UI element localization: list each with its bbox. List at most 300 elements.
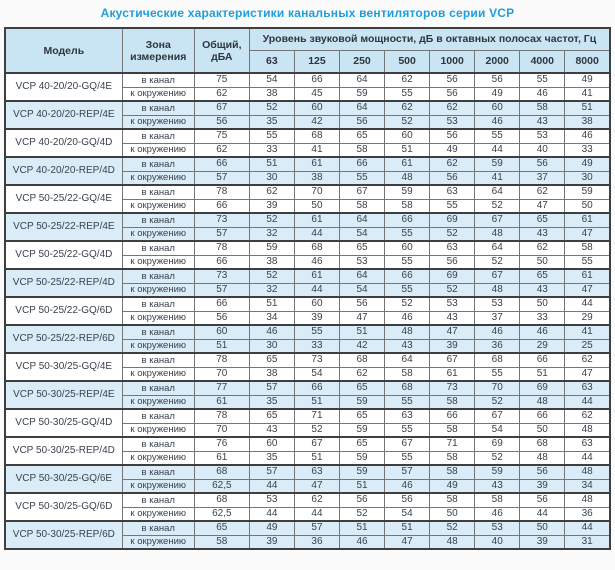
total-dba-cell: 66 <box>194 297 249 311</box>
sound-level-cell: 58 <box>385 199 430 213</box>
table-row <box>5 101 610 115</box>
sound-level-cell: 56 <box>520 493 565 507</box>
sound-level-cell: 46 <box>520 87 565 101</box>
page <box>0 6 615 550</box>
sound-level-cell: 50 <box>430 507 475 521</box>
sound-level-cell: 37 <box>475 311 520 325</box>
sound-level-cell: 64 <box>475 185 520 199</box>
sound-level-cell: 32 <box>249 227 294 241</box>
sound-level-cell: 58 <box>430 493 475 507</box>
sound-level-cell: 68 <box>294 241 339 255</box>
sound-level-cell: 65 <box>339 409 384 423</box>
sound-level-cell: 73 <box>294 353 339 367</box>
total-dba-cell: 75 <box>194 129 249 143</box>
sound-level-cell: 60 <box>385 129 430 143</box>
sound-level-cell: 58 <box>565 241 610 255</box>
sound-level-cell: 43 <box>520 283 565 297</box>
sound-level-cell: 55 <box>385 395 430 409</box>
sound-level-cell: 39 <box>249 535 294 549</box>
sound-level-cell: 60 <box>249 437 294 451</box>
sound-level-cell: 69 <box>430 269 475 283</box>
sound-level-cell: 49 <box>475 87 520 101</box>
sound-level-cell: 64 <box>385 353 430 367</box>
sound-level-cell: 43 <box>475 479 520 493</box>
model-name-cell: VCP 50-30/25-REP/4D <box>5 437 122 465</box>
sound-level-cell: 56 <box>430 171 475 185</box>
sound-level-cell: 33 <box>249 143 294 157</box>
table-row <box>5 213 610 227</box>
sound-level-cell: 52 <box>294 423 339 437</box>
model-name-cell: VCP 40-20/20-GQ/4D <box>5 129 122 157</box>
sound-level-cell: 59 <box>565 185 610 199</box>
zone-cell: в канал <box>122 521 194 535</box>
model-name-cell: VCP 50-25/22-GQ/4D <box>5 241 122 269</box>
sound-level-cell: 61 <box>294 213 339 227</box>
header-spl-group: Уровень звуковой мощности, дБ в октавных полосах частот, Гц <box>249 28 610 50</box>
sound-level-cell: 62 <box>430 157 475 171</box>
sound-level-cell: 33 <box>520 311 565 325</box>
zone-cell: в канал <box>122 381 194 395</box>
header-freq-125: 125 <box>294 50 339 73</box>
sound-level-cell: 43 <box>520 115 565 129</box>
sound-level-cell: 69 <box>430 213 475 227</box>
sound-level-cell: 51 <box>249 157 294 171</box>
sound-level-cell: 56 <box>430 255 475 269</box>
sound-level-cell: 65 <box>339 241 384 255</box>
sound-level-cell: 55 <box>565 255 610 269</box>
sound-level-cell: 62 <box>565 409 610 423</box>
sound-level-cell: 50 <box>565 199 610 213</box>
sound-level-cell: 52 <box>475 255 520 269</box>
sound-level-cell: 66 <box>430 409 475 423</box>
total-dba-cell: 62,5 <box>194 479 249 493</box>
sound-level-cell: 44 <box>565 521 610 535</box>
model-name-cell: VCP 50-30/25-GQ/6E <box>5 465 122 493</box>
sound-level-cell: 41 <box>565 87 610 101</box>
total-dba-cell: 66 <box>194 157 249 171</box>
total-dba-cell: 57 <box>194 227 249 241</box>
sound-level-cell: 46 <box>385 311 430 325</box>
sound-level-cell: 62 <box>565 353 610 367</box>
sound-level-cell: 62 <box>520 185 565 199</box>
model-name-cell: VCP 50-25/22-REP/6D <box>5 325 122 353</box>
sound-level-cell: 43 <box>520 227 565 241</box>
total-dba-cell: 76 <box>194 437 249 451</box>
total-dba-cell: 61 <box>194 451 249 465</box>
sound-level-cell: 29 <box>520 339 565 353</box>
zone-cell: к окружению <box>122 451 194 465</box>
sound-level-cell: 46 <box>475 507 520 521</box>
sound-level-cell: 65 <box>520 213 565 227</box>
sound-level-cell: 55 <box>475 367 520 381</box>
table-row <box>5 269 610 283</box>
total-dba-cell: 78 <box>194 185 249 199</box>
sound-level-cell: 53 <box>475 297 520 311</box>
sound-level-cell: 55 <box>294 325 339 339</box>
sound-level-cell: 59 <box>339 87 384 101</box>
model-name-cell: VCP 40-20/20-REP/4D <box>5 157 122 185</box>
sound-level-cell: 67 <box>475 409 520 423</box>
table-row <box>5 465 610 479</box>
sound-level-cell: 55 <box>475 129 520 143</box>
sound-level-cell: 67 <box>475 269 520 283</box>
sound-level-cell: 66 <box>385 269 430 283</box>
sound-level-cell: 46 <box>249 325 294 339</box>
model-name-cell: VCP 50-25/22-GQ/6D <box>5 297 122 325</box>
sound-level-cell: 38 <box>294 171 339 185</box>
sound-level-cell: 58 <box>475 493 520 507</box>
sound-level-cell: 41 <box>294 143 339 157</box>
sound-level-cell: 48 <box>430 535 475 549</box>
model-name-cell: VCP 50-30/25-REP/6D <box>5 521 122 549</box>
sound-level-cell: 34 <box>249 311 294 325</box>
sound-level-cell: 69 <box>475 437 520 451</box>
sound-level-cell: 52 <box>475 199 520 213</box>
sound-level-cell: 49 <box>565 157 610 171</box>
sound-level-cell: 44 <box>565 395 610 409</box>
sound-level-cell: 48 <box>565 423 610 437</box>
sound-level-cell: 62 <box>520 241 565 255</box>
total-dba-cell: 70 <box>194 367 249 381</box>
sound-level-cell: 60 <box>294 101 339 115</box>
header-freq-500: 500 <box>385 50 430 73</box>
sound-level-cell: 70 <box>294 185 339 199</box>
sound-level-cell: 56 <box>339 297 384 311</box>
zone-cell: к окружению <box>122 199 194 213</box>
total-dba-cell: 70 <box>194 423 249 437</box>
sound-level-cell: 67 <box>339 185 384 199</box>
table-row <box>5 241 610 255</box>
sound-level-cell: 53 <box>430 115 475 129</box>
sound-level-cell: 69 <box>520 381 565 395</box>
sound-level-cell: 55 <box>385 423 430 437</box>
sound-level-cell: 52 <box>249 213 294 227</box>
sound-level-cell: 53 <box>475 521 520 535</box>
model-name-cell: VCP 50-25/22-REP/4E <box>5 213 122 241</box>
sound-level-cell: 44 <box>565 297 610 311</box>
sound-level-cell: 59 <box>385 185 430 199</box>
sound-level-cell: 50 <box>520 297 565 311</box>
sound-level-cell: 49 <box>430 479 475 493</box>
zone-cell: в канал <box>122 325 194 339</box>
total-dba-cell: 66 <box>194 199 249 213</box>
sound-level-cell: 61 <box>294 269 339 283</box>
sound-level-cell: 56 <box>475 73 520 87</box>
sound-level-cell: 38 <box>249 367 294 381</box>
sound-level-cell: 59 <box>339 423 384 437</box>
sound-level-cell: 46 <box>565 129 610 143</box>
sound-level-cell: 51 <box>339 521 384 535</box>
total-dba-cell: 78 <box>194 409 249 423</box>
sound-level-cell: 33 <box>294 339 339 353</box>
total-dba-cell: 67 <box>194 101 249 115</box>
sound-level-cell: 46 <box>475 115 520 129</box>
sound-level-cell: 62 <box>385 73 430 87</box>
sound-level-cell: 64 <box>339 73 384 87</box>
sound-level-cell: 55 <box>385 227 430 241</box>
sound-level-cell: 48 <box>475 283 520 297</box>
header-freq-4000: 4000 <box>520 50 565 73</box>
zone-cell: в канал <box>122 73 194 87</box>
table-row <box>5 381 610 395</box>
sound-level-cell: 67 <box>385 437 430 451</box>
table-row <box>5 521 610 535</box>
sound-level-cell: 37 <box>520 171 565 185</box>
sound-level-cell: 51 <box>385 143 430 157</box>
header-zone: Зона измерения <box>122 28 194 73</box>
sound-level-cell: 66 <box>385 213 430 227</box>
sound-level-cell: 58 <box>339 199 384 213</box>
total-dba-cell: 73 <box>194 213 249 227</box>
sound-level-cell: 68 <box>475 353 520 367</box>
sound-level-cell: 50 <box>520 255 565 269</box>
zone-cell: к окружению <box>122 423 194 437</box>
sound-level-cell: 34 <box>565 479 610 493</box>
sound-level-cell: 65 <box>339 437 384 451</box>
sound-level-cell: 58 <box>520 101 565 115</box>
acoustic-characteristics-table <box>4 27 611 550</box>
total-dba-cell: 77 <box>194 381 249 395</box>
table-row <box>5 297 610 311</box>
sound-level-cell: 62 <box>339 367 384 381</box>
sound-level-cell: 52 <box>475 451 520 465</box>
sound-level-cell: 64 <box>339 213 384 227</box>
sound-level-cell: 46 <box>475 325 520 339</box>
sound-level-cell: 66 <box>520 409 565 423</box>
zone-cell: в канал <box>122 297 194 311</box>
sound-level-cell: 47 <box>339 311 384 325</box>
total-dba-cell: 57 <box>194 171 249 185</box>
sound-level-cell: 41 <box>475 171 520 185</box>
sound-level-cell: 44 <box>294 227 339 241</box>
sound-level-cell: 31 <box>565 535 610 549</box>
sound-level-cell: 65 <box>249 409 294 423</box>
sound-level-cell: 44 <box>249 507 294 521</box>
sound-level-cell: 64 <box>475 241 520 255</box>
sound-level-cell: 58 <box>385 367 430 381</box>
total-dba-cell: 61 <box>194 395 249 409</box>
sound-level-cell: 52 <box>430 521 475 535</box>
sound-level-cell: 43 <box>430 311 475 325</box>
sound-level-cell: 59 <box>249 241 294 255</box>
sound-level-cell: 62 <box>430 101 475 115</box>
sound-level-cell: 48 <box>520 451 565 465</box>
sound-level-cell: 52 <box>249 101 294 115</box>
sound-level-cell: 52 <box>249 269 294 283</box>
sound-level-cell: 71 <box>430 437 475 451</box>
sound-level-cell: 64 <box>339 101 384 115</box>
table-row <box>5 325 610 339</box>
sound-level-cell: 54 <box>339 227 384 241</box>
sound-level-cell: 59 <box>475 465 520 479</box>
sound-level-cell: 58 <box>430 451 475 465</box>
sound-level-cell: 63 <box>385 409 430 423</box>
header-freq-2000: 2000 <box>475 50 520 73</box>
sound-level-cell: 51 <box>249 297 294 311</box>
sound-level-cell: 63 <box>565 381 610 395</box>
sound-level-cell: 48 <box>520 395 565 409</box>
total-dba-cell: 66 <box>194 255 249 269</box>
sound-level-cell: 39 <box>430 339 475 353</box>
sound-level-cell: 51 <box>339 479 384 493</box>
sound-level-cell: 61 <box>565 269 610 283</box>
header-freq-8000: 8000 <box>565 50 610 73</box>
sound-level-cell: 52 <box>339 507 384 521</box>
sound-level-cell: 63 <box>430 185 475 199</box>
model-name-cell: VCP 50-25/22-REP/4D <box>5 269 122 297</box>
sound-level-cell: 48 <box>565 465 610 479</box>
sound-level-cell: 50 <box>520 423 565 437</box>
sound-level-cell: 62 <box>249 185 294 199</box>
sound-level-cell: 63 <box>565 437 610 451</box>
sound-level-cell: 51 <box>294 395 339 409</box>
sound-level-cell: 39 <box>520 479 565 493</box>
sound-level-cell: 53 <box>520 129 565 143</box>
sound-level-cell: 71 <box>294 409 339 423</box>
total-dba-cell: 58 <box>194 535 249 549</box>
sound-level-cell: 33 <box>565 143 610 157</box>
sound-level-cell: 68 <box>385 381 430 395</box>
total-dba-cell: 51 <box>194 339 249 353</box>
sound-level-cell: 66 <box>520 353 565 367</box>
sound-level-cell: 44 <box>520 507 565 521</box>
sound-level-cell: 60 <box>294 297 339 311</box>
sound-level-cell: 44 <box>249 479 294 493</box>
sound-level-cell: 40 <box>475 535 520 549</box>
sound-level-cell: 57 <box>385 465 430 479</box>
header-row-top <box>5 28 610 50</box>
sound-level-cell: 54 <box>249 73 294 87</box>
sound-level-cell: 55 <box>430 199 475 213</box>
zone-cell: в канал <box>122 269 194 283</box>
total-dba-cell: 65 <box>194 521 249 535</box>
sound-level-cell: 55 <box>339 171 384 185</box>
sound-level-cell: 30 <box>249 339 294 353</box>
sound-level-cell: 60 <box>385 241 430 255</box>
sound-level-cell: 52 <box>430 283 475 297</box>
sound-level-cell: 46 <box>294 255 339 269</box>
sound-level-cell: 55 <box>385 283 430 297</box>
table-header <box>5 28 610 73</box>
sound-level-cell: 59 <box>339 465 384 479</box>
sound-level-cell: 51 <box>339 325 384 339</box>
sound-level-cell: 67 <box>294 437 339 451</box>
table-row <box>5 409 610 423</box>
sound-level-cell: 30 <box>565 171 610 185</box>
sound-level-cell: 62 <box>294 493 339 507</box>
sound-level-cell: 65 <box>249 353 294 367</box>
sound-level-cell: 44 <box>565 451 610 465</box>
sound-level-cell: 66 <box>294 381 339 395</box>
total-dba-cell: 62 <box>194 87 249 101</box>
sound-level-cell: 38 <box>249 255 294 269</box>
sound-level-cell: 46 <box>385 479 430 493</box>
sound-level-cell: 48 <box>385 325 430 339</box>
total-dba-cell: 78 <box>194 353 249 367</box>
sound-level-cell: 29 <box>565 311 610 325</box>
model-name-cell: VCP 50-30/25-GQ/6D <box>5 493 122 521</box>
sound-level-cell: 60 <box>475 101 520 115</box>
page-title: Акустические характеристики канальных вентиляторов серии VCP <box>100 6 515 20</box>
zone-cell: в канал <box>122 493 194 507</box>
zone-cell: в канал <box>122 465 194 479</box>
zone-cell: к окружению <box>122 535 194 549</box>
sound-level-cell: 55 <box>385 255 430 269</box>
sound-level-cell: 36 <box>565 507 610 521</box>
sound-level-cell: 38 <box>565 115 610 129</box>
sound-level-cell: 36 <box>294 535 339 549</box>
total-dba-cell: 78 <box>194 241 249 255</box>
sound-level-cell: 58 <box>430 465 475 479</box>
sound-level-cell: 55 <box>385 451 430 465</box>
sound-level-cell: 65 <box>520 269 565 283</box>
sound-level-cell: 66 <box>294 73 339 87</box>
table-row <box>5 437 610 451</box>
sound-level-cell: 35 <box>249 451 294 465</box>
sound-level-cell: 41 <box>565 325 610 339</box>
model-name-cell: VCP 40-20/20-REP/4E <box>5 101 122 129</box>
sound-level-cell: 35 <box>249 115 294 129</box>
sound-level-cell: 44 <box>294 507 339 521</box>
sound-level-cell: 56 <box>520 465 565 479</box>
sound-level-cell: 58 <box>430 395 475 409</box>
table-row <box>5 73 610 87</box>
sound-level-cell: 48 <box>475 227 520 241</box>
zone-cell: к окружению <box>122 395 194 409</box>
zone-cell: к окружению <box>122 87 194 101</box>
model-name-cell: VCP 50-25/22-GQ/4E <box>5 185 122 213</box>
sound-level-cell: 38 <box>249 87 294 101</box>
sound-level-cell: 39 <box>520 535 565 549</box>
zone-cell: к окружению <box>122 115 194 129</box>
sound-level-cell: 44 <box>294 283 339 297</box>
sound-level-cell: 56 <box>520 157 565 171</box>
sound-level-cell: 47 <box>294 479 339 493</box>
sound-level-cell: 43 <box>385 339 430 353</box>
sound-level-cell: 67 <box>430 353 475 367</box>
total-dba-cell: 56 <box>194 311 249 325</box>
sound-level-cell: 53 <box>249 493 294 507</box>
sound-level-cell: 61 <box>385 157 430 171</box>
zone-cell: в канал <box>122 241 194 255</box>
total-dba-cell: 68 <box>194 465 249 479</box>
header-freq-1000: 1000 <box>430 50 475 73</box>
table-row <box>5 353 610 367</box>
zone-cell: к окружению <box>122 143 194 157</box>
sound-level-cell: 50 <box>520 521 565 535</box>
model-name-cell: VCP 40-20/20-GQ/4E <box>5 73 122 101</box>
sound-level-cell: 65 <box>339 381 384 395</box>
sound-level-cell: 51 <box>520 367 565 381</box>
sound-level-cell: 46 <box>339 535 384 549</box>
header-freq-250: 250 <box>339 50 384 73</box>
sound-level-cell: 36 <box>475 339 520 353</box>
table-row <box>5 157 610 171</box>
sound-level-cell: 46 <box>520 325 565 339</box>
sound-level-cell: 55 <box>520 73 565 87</box>
sound-level-cell: 48 <box>385 171 430 185</box>
sound-level-cell: 49 <box>565 73 610 87</box>
sound-level-cell: 40 <box>520 143 565 157</box>
sound-level-cell: 51 <box>565 101 610 115</box>
sound-level-cell: 64 <box>339 269 384 283</box>
sound-level-cell: 52 <box>475 395 520 409</box>
model-name-cell: VCP 50-30/25-GQ/4D <box>5 409 122 437</box>
sound-level-cell: 51 <box>294 451 339 465</box>
sound-level-cell: 58 <box>339 143 384 157</box>
sound-level-cell: 59 <box>339 395 384 409</box>
sound-level-cell: 32 <box>249 283 294 297</box>
